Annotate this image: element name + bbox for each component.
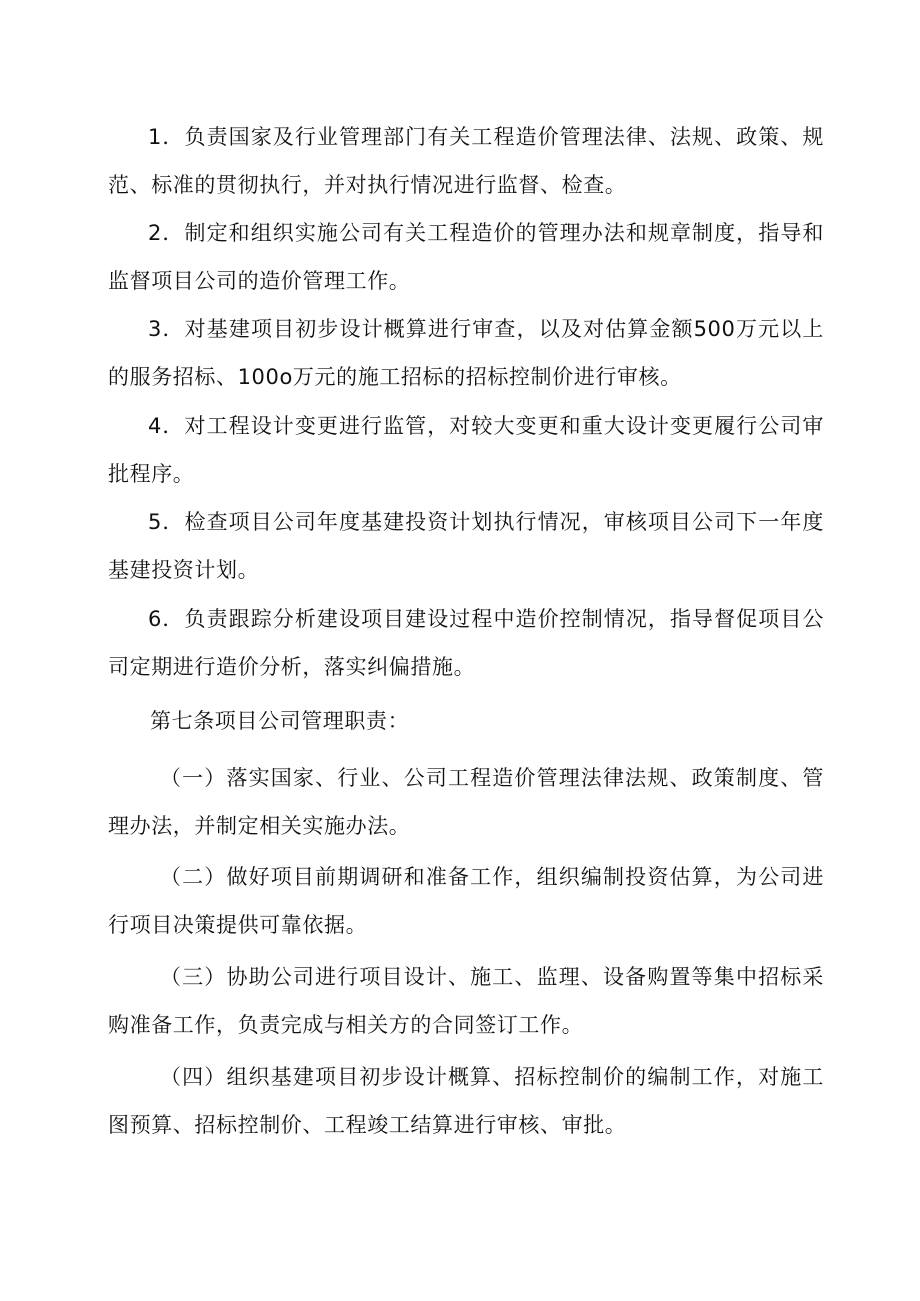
paragraph-item-5: 5．检查项目公司年度基建投资计划执行情况，审核项目公司下一年度基建投资计划。 [108, 510, 824, 582]
article-heading: 第七条项目公司管理职责： [150, 709, 410, 733]
paragraph-sub-1: （一）落实国家、行业、公司工程造价管理法律法规、政策制度、管理办法，并制定相关实施办法。 [108, 766, 824, 838]
paragraph-item-6: 6．负责跟踪分析建设项目建设过程中造价控制情况，指导督促项目公司定期进行造价分析，落实纠偏措施。 [108, 607, 824, 679]
paragraph-item-3: 3．对基建项目初步设计概算进行审查，以及对估算金额500万元以上的服务招标、100o万元的施工招标的招标控制价进行审核。 [108, 317, 824, 389]
paragraph-sub-3: （三）协助公司进行项目设计、施工、监理、设备购置等集中招标采购准备工作，负责完成与相关方的合同签订工作。 [108, 965, 824, 1037]
paragraph-item-2: 2．制定和组织实施公司有关工程造价的管理办法和规章制度，指导和监督项目公司的造价管理工作。 [108, 221, 824, 293]
paragraph-item-4: 4．对工程设计变更进行监管，对较大变更和重大设计变更履行公司审批程序。 [108, 414, 824, 486]
paragraph-sub-4: （四）组织基建项目初步设计概算、招标控制价的编制工作，对施工图预算、招标控制价、工程竣工结算进行审核、审批。 [108, 1065, 824, 1137]
paragraph-item-1: 1．负责国家及行业管理部门有关工程造价管理法律、法规、政策、规范、标准的贯彻执行，并对执行情况进行监督、检查。 [108, 125, 824, 197]
paragraph-sub-2: （二）做好项目前期调研和准备工作，组织编制投资估算，为公司进行项目决策提供可靠依据。 [108, 865, 824, 937]
